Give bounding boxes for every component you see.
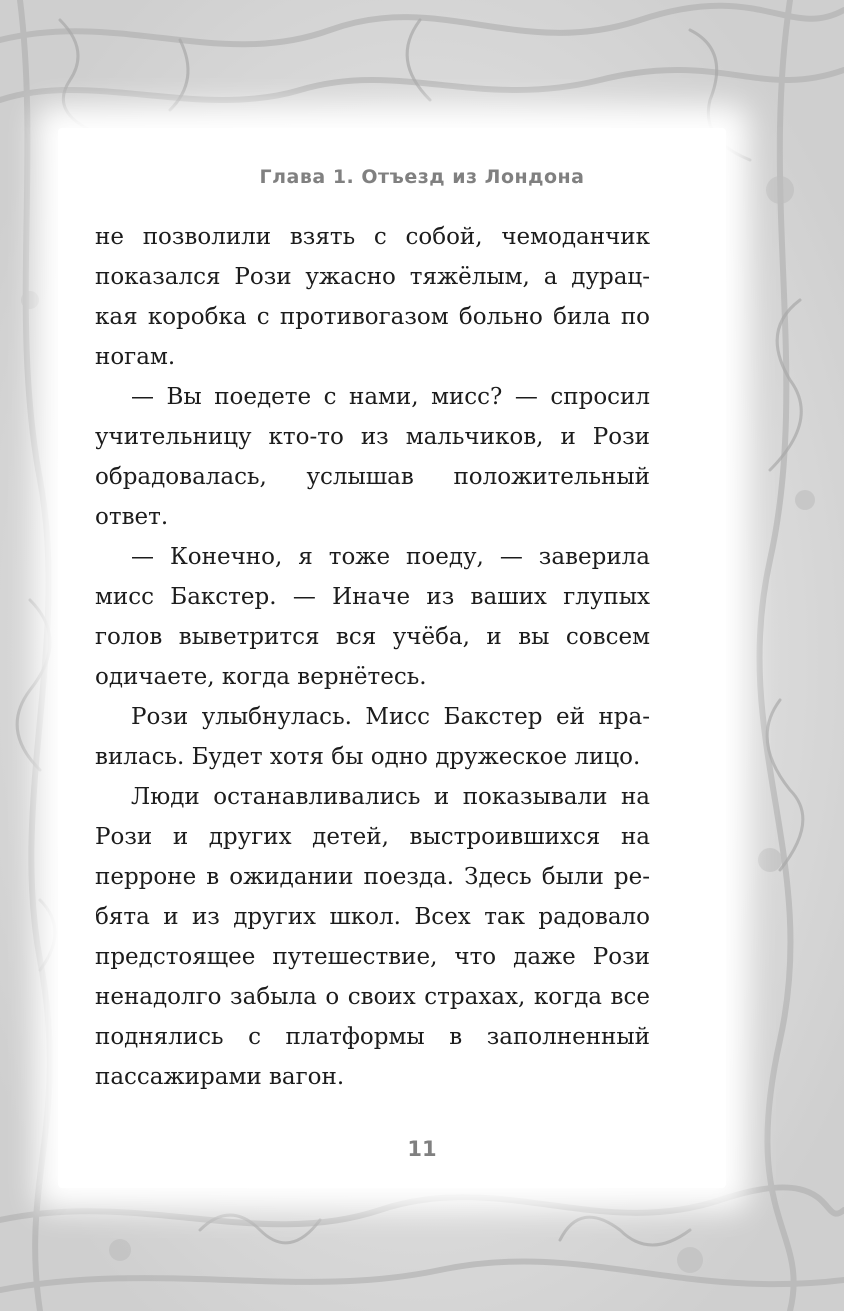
paragraph: Рози улыбнулась. Мисс Бакстер ей нравилась. Будет хотя бы одно дружеское лицо. [95,704,650,770]
paragraph: не позволили взять с собой, чемоданчик показался Рози ужасно тяжёлым, а дурацкая коробка с противогазом больно била по ногам. [95,224,650,370]
paragraph: Люди останавливались и показывали на Рози и других детей, выстроившихся на перроне в ожидании поезда. Здесь были ребята и из других школ. Всех так радовало предстоящее путешествие, что даже Рози ненадолго забыла о своих страхах, когда все поднялись с платформы в заполненный пассажирами вагон. [95,784,650,1090]
chapter-header: Глава 1. Отъезд из Лондона [259,166,585,188]
page-number: 11 [407,1137,437,1161]
paragraph: — Конечно, я тоже поеду, — заверила мисс Бакстер. — Иначе из ваших глупых голов выветрится вся учёба, и вы совсем одичаете, когда вернётесь. [95,544,650,690]
body-text [95,217,650,1097]
paragraph: — Вы поедете с нами, мисс? — спросил учительницу кто-то из мальчиков, и Рози обрадовалась, услышав положительный ответ. [95,384,650,530]
